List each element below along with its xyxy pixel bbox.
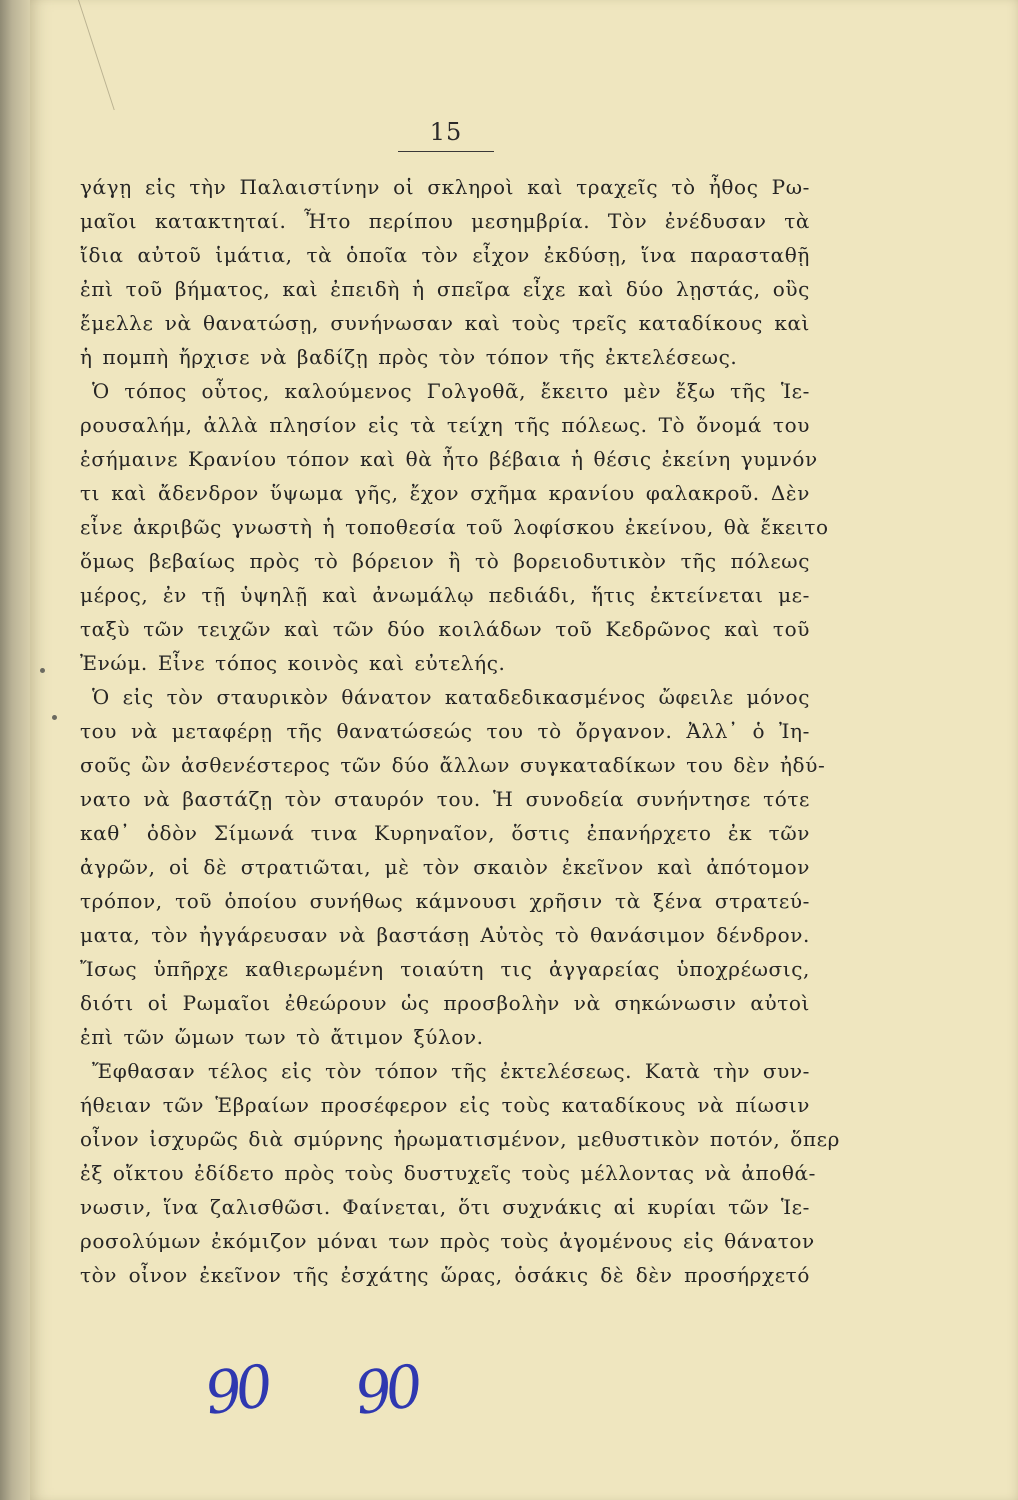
text-line: τρόπον, τοῦ ὁποίου συνήθως κάμνουσι χρῆσιν τὰ ξένα στρατεύ- [80,889,810,913]
book-binding-edge [0,0,30,1500]
body-text [80,170,840,1292]
paragraph-start-line: Ὁ τόπος οὗτος, καλούμενος Γολγοθᾶ, ἔκειτο μὲν ἔξω τῆς Ἱε- [92,379,810,403]
margin-ink-dot [40,668,45,673]
handwritten-annotation: 90 [350,1352,422,1428]
text-line: σοῦς ὢν ἀσθενέστερος τῶν δύο ἄλλων συγκαταδίκων του δὲν ἠδύ- [80,753,826,777]
text-line: καθ᾽ ὁδὸν Σίμωνά τινα Κυρηναῖον, ὅστις ἐπανήρχετο ἐκ τῶν [80,821,810,845]
text-line: μέρος, ἐν τῇ ὑψηλῇ καὶ ἀνωμάλῳ πεδιάδι, ἥτις ἐκτείνεται με- [80,583,810,607]
page-number-rule [398,151,494,152]
text-line: ἡ πομπὴ ἤρχισε νὰ βαδίζῃ πρὸς τὸν τόπον τῆς ἐκτελέσεως. [80,345,738,369]
page-fold-crease [38,0,115,110]
text-line: γάγῃ εἰς τὴν Παλαιστίνην οἱ σκληροὶ καὶ τραχεῖς τὸ ἦθος Ρω- [80,175,810,199]
text-line: ἔμελλε νὰ θανατώσῃ, συνήνωσαν καὶ τοὺς τρεῖς καταδίκους καὶ [80,311,810,335]
margin-ink-dot [52,715,57,720]
text-line: νατο νὰ βαστάζῃ τὸν σταυρόν του. Ἡ συνοδεία συνήντησε τότε [80,787,810,811]
paragraph-start-line: Ἔφθασαν τέλος εἰς τὸν τόπον τῆς ἐκτελέσεως. Κατὰ τὴν συν- [92,1059,810,1083]
text-line: τι καὶ ἄδενδρον ὕψωμα γῆς, ἔχον σχῆμα κρανίου φαλακροῦ. Δὲν [80,481,810,505]
text-line: ἴδια αὐτοῦ ἱμάτια, τὰ ὁποῖα τὸν εἶχον ἐκδύσῃ, ἵνα παρασταθῇ [80,243,810,267]
text-line: ἐσήμαινε Κρανίου τόπον καὶ θὰ ἦτο βέβαια ἡ θέσις ἐκείνη γυμνόν [80,447,818,471]
handwritten-annotation: 90 [200,1352,272,1428]
text-line: οἶνον ἰσχυρῶς διὰ σμύρνης ἠρωματισμένον, μεθυστικὸν ποτόν, ὅπερ [80,1127,840,1151]
text-line: ματα, τὸν ἠγγάρευσαν νὰ βαστάσῃ Αὐτὸς τὸ θανάσιμον δένδρον. [80,923,810,947]
text-line: ροσολύμων ἐκόμιζον μόναι των πρὸς τοὺς ἀγομένους εἰς θάνατον [80,1229,815,1253]
text-line: Ἴσως ὑπῆρχε καθιερωμένη τοιαύτη τις ἀγγαρείας ὑποχρέωσις, [80,957,810,981]
text-line: μαῖοι κατακτηταί. Ἦτο περίπου μεσημβρία. Τὸν ἐνέδυσαν τὰ [80,209,810,233]
page-number: 15 [429,118,463,146]
paragraph-start-line: Ὁ εἰς τὸν σταυρικὸν θάνατον καταδεδικασμένος ὤφειλε μόνος [92,685,810,709]
text-line: ὅμως βεβαίως πρὸς τὸ βόρειον ἢ τὸ βορειοδυτικὸν τῆς πόλεως [80,549,810,573]
text-line: νωσιν, ἵνα ζαλισθῶσι. Φαίνεται, ὅτι συχνάκις αἱ κυρίαι τῶν Ἱε- [80,1195,810,1219]
text-line: ταξὺ τῶν τειχῶν καὶ τῶν δύο κοιλάδων τοῦ Κεδρῶνος καὶ τοῦ [80,617,810,641]
text-line: ἐξ οἴκτου ἐδίδετο πρὸς τοὺς δυστυχεῖς τοὺς μέλλοντας νὰ ἀποθά- [80,1161,816,1185]
text-line: ἐπὶ τοῦ βήματος, καὶ ἐπειδὴ ἡ σπεῖρα εἶχε καὶ δύο λῃστάς, οὓς [80,277,810,301]
text-line: διότι οἱ Ρωμαῖοι ἐθεώρουν ὡς προσβολὴν νὰ σηκώνωσιν αὐτοὶ [80,991,810,1015]
text-line: ήθειαν τῶν Ἑβραίων προσέφερον εἰς τοὺς καταδίκους νὰ πίωσιν [80,1093,810,1117]
text-line: ἐπὶ τῶν ὤμων των τὸ ἄτιμον ξύλον. [80,1025,484,1049]
text-line: του νὰ μεταφέρῃ τῆς θανατώσεώς του τὸ ὄργανον. Ἀλλ᾽ ὁ Ἰη- [80,719,810,743]
text-line: Ἐνώμ. Εἶνε τόπος κοινὸς καὶ εὐτελής. [80,651,506,675]
text-line: τὸν οἶνον ἐκεῖνον τῆς ἐσχάτης ὥρας, ὁσάκις δὲ δὲν προσήρχετό [80,1263,810,1287]
text-line: ρουσαλήμ, ἀλλὰ πλησίον εἰς τὰ τείχη τῆς πόλεως. Τὸ ὄνομά του [80,413,810,437]
text-line: εἶνε ἀκριβῶς γνωστὴ ἡ τοποθεσία τοῦ λοφίσκου ἐκείνου, θὰ ἔκειτο [80,515,829,539]
text-line: ἀγρῶν, οἱ δὲ στρατιῶται, μὲ τὸν σκαιὸν ἐκεῖνον καὶ ἀπότομον [80,855,810,879]
